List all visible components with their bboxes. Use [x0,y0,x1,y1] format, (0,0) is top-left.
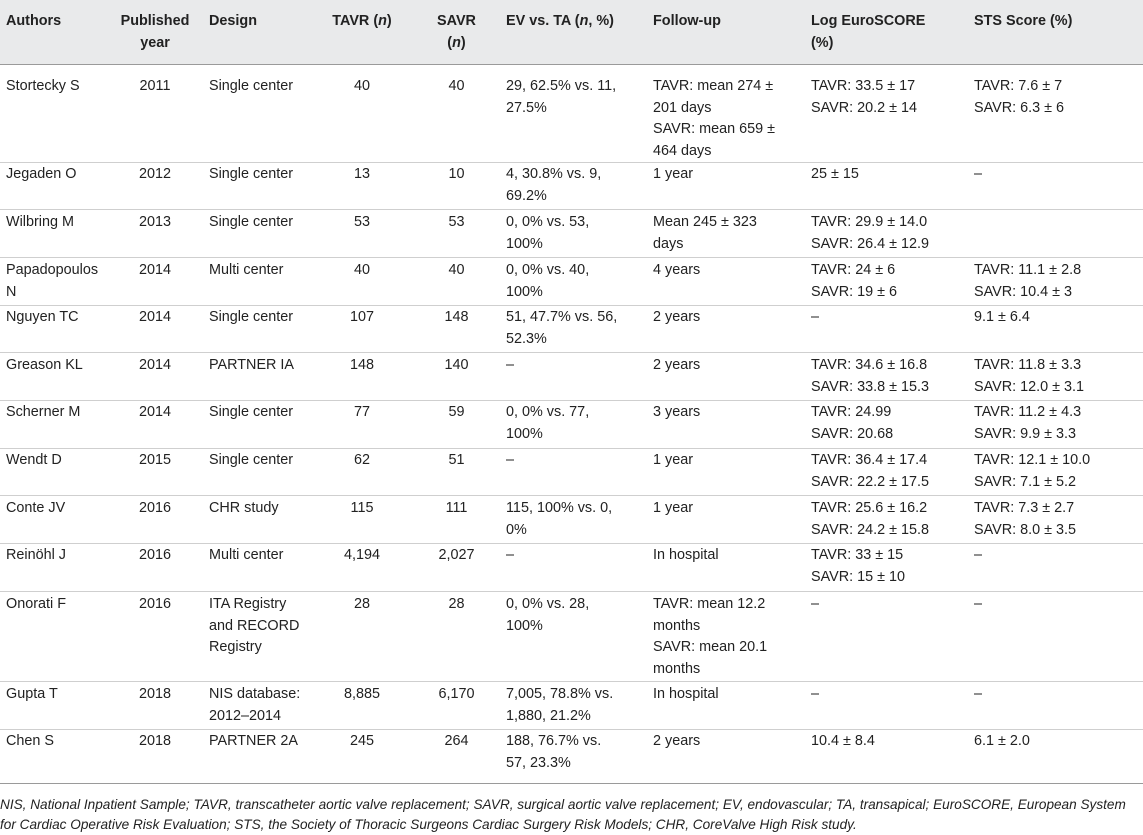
cell-year: 2018 [138,686,171,702]
cell-follow-up-line: 1 year [653,452,693,468]
cell-follow-up-line: In hospital [653,686,719,702]
cell-author [0,353,106,401]
cell-follow-up [647,401,805,449]
cell-author-line: Wilbring M [6,214,74,230]
cell-follow-up-line: 2 years [653,309,701,325]
cell-sts-score [968,730,1143,784]
cell-log-euroscore [805,258,968,306]
cell-design-line: Multi center [209,547,284,563]
table-row [0,353,1143,401]
cell-ev-vs-ta [500,496,647,544]
cell-design-line: Single center [209,214,293,230]
cell-author-line: Gupta T [6,686,58,702]
cell-author-line: Nguyen TC [6,309,79,325]
cell-sts-score [968,449,1143,496]
cell-ev-vs-ta-line: 51, 47.7% vs. 56, [506,309,618,325]
cell-follow-up-line: 464 days [653,142,712,159]
cell-log-euroscore [805,682,968,730]
cell-sts-score [968,163,1143,210]
cell-design [203,258,311,306]
cell-follow-up-line: SAVR: mean 659 ± [653,121,776,137]
cell-ev-vs-ta-line: 57, 23.3% [506,754,571,771]
cell-ev-vs-ta-line: 0, 0% vs. 53, [506,214,590,230]
cell-ev-vs-ta [500,449,647,496]
cell-author-line: Conte JV [6,500,66,516]
cell-follow-up-line: Mean 245 ± 323 [653,214,757,230]
cell-year: 2011 [139,78,171,94]
cell-author-line: Papadopoulos [6,262,99,278]
cell-sts-score-line: TAVR: 12.1 ± 10.0 [974,452,1091,468]
cell-ev-vs-ta-line: 188, 76.7% vs. [506,733,602,749]
cell-follow-up [647,353,805,401]
col-authors: Authors [6,13,62,29]
cell-log-euroscore-line: SAVR: 33.8 ± 15.3 [811,378,930,395]
cell-design [203,210,311,258]
cell-design [203,730,311,784]
cell-year: 2014 [138,357,171,373]
cell-ev-vs-ta-line: 52.3% [506,330,547,347]
cell-sts-score [968,65,1143,163]
cell-log-euroscore-line: SAVR: 22.2 ± 17.5 [811,473,930,490]
cell-follow-up-line: SAVR: mean 20.1 [653,639,768,655]
col-ev-vs-ta: EV vs. TA (n, %) [506,13,614,29]
cell-author-line: N [6,283,17,300]
cell-savr-n: 264 [444,733,469,749]
cell-design-line: Multi center [209,262,284,278]
cell-author-line: Greason KL [6,357,83,373]
cell-design-line: PARTNER IA [209,357,295,373]
cell-follow-up-line: 4 years [653,262,701,278]
table-row [0,258,1143,306]
cell-author [0,496,106,544]
cell-author-line: Chen S [6,733,54,749]
cell-follow-up-line: 3 years [653,404,701,420]
cell-design [203,401,311,449]
cell-follow-up [647,163,805,210]
col-published-year: Published year [120,13,190,51]
cell-follow-up-line: 201 days [653,99,712,116]
cell-log-euroscore-line: SAVR: 15 ± 10 [811,568,906,585]
cell-sts-score [968,353,1143,401]
cell-design [203,682,311,730]
cell-log-euroscore-line: – [811,686,820,702]
cell-log-euroscore-line: TAVR: 33 ± 15 [811,547,904,563]
cell-design [203,65,311,163]
cell-ev-vs-ta [500,544,647,592]
cell-author-line: Onorati F [6,596,66,612]
cell-savr-n: 148 [444,309,469,325]
cell-ev-vs-ta-line: 100% [506,283,543,300]
cell-log-euroscore-line: SAVR: 20.68 [811,425,894,442]
cell-follow-up [647,306,805,353]
cell-sts-score-line: – [974,686,983,702]
cell-sts-score-line: 6.1 ± 2.0 [974,733,1030,749]
cell-follow-up-line: months [653,617,701,634]
table-row [0,496,1143,544]
cell-tavr-n: 62 [353,452,370,468]
cell-sts-score-line: SAVR: 12.0 ± 3.1 [974,378,1085,395]
table-row [0,65,1143,163]
cell-ev-vs-ta-line: 4, 30.8% vs. 9, [506,166,602,182]
cell-tavr-n: 4,194 [343,547,380,563]
table-row [0,682,1143,730]
table-row [0,592,1143,682]
cell-year: 2014 [138,404,171,420]
cell-ev-vs-ta [500,401,647,449]
cell-year: 2012 [138,166,171,182]
cell-sts-score-line: SAVR: 9.9 ± 3.3 [974,425,1077,442]
cell-sts-score [968,496,1143,544]
cell-sts-score-line: TAVR: 7.6 ± 7 [974,78,1063,94]
cell-sts-score-line: 9.1 ± 6.4 [974,309,1030,325]
cell-design [203,306,311,353]
cell-year: 2014 [138,262,171,278]
cell-ev-vs-ta-line: 0, 0% vs. 28, [506,596,590,612]
cell-design-line: CHR study [209,500,279,516]
cell-log-euroscore-line: SAVR: 26.4 ± 12.9 [811,235,930,252]
cell-author [0,65,106,163]
cell-author-line: Jegaden O [6,166,77,182]
cell-follow-up-line: months [653,660,701,677]
cell-savr-n: 53 [448,214,465,230]
table-body [0,65,1143,784]
col-log-euroscore: Log EuroSCORE (%) [811,13,926,51]
cell-savr-n: 140 [444,357,469,373]
cell-follow-up [647,592,805,682]
cell-design-line: and RECORD [209,617,300,634]
cell-sts-score [968,401,1143,449]
cell-ev-vs-ta-line: 0, 0% vs. 40, [506,262,590,278]
cell-follow-up-line: TAVR: mean 274 ± [653,78,774,94]
cell-log-euroscore-line: TAVR: 24 ± 6 [811,262,896,278]
cell-savr-n: 40 [448,78,465,94]
cell-design [203,592,311,682]
cell-savr-n: 40 [448,262,465,278]
cell-design-line: 2012–2014 [209,707,282,724]
cell-follow-up [647,682,805,730]
col-follow-up: Follow-up [653,13,721,29]
cell-follow-up-line: 1 year [653,500,693,516]
cell-sts-score [968,592,1143,682]
cell-sts-score-line: TAVR: 11.8 ± 3.3 [974,357,1082,373]
cell-ev-vs-ta [500,210,647,258]
cell-tavr-n: 148 [349,357,374,373]
cell-follow-up [647,258,805,306]
cell-tavr-n: 8,885 [343,686,380,702]
cell-ev-vs-ta [500,592,647,682]
cell-log-euroscore-line: 25 ± 15 [811,166,859,182]
header-row [0,0,1143,65]
cell-savr-n: 2,027 [438,547,475,563]
cell-follow-up [647,65,805,163]
cell-savr-n: 111 [445,500,468,516]
table-row [0,730,1143,784]
cell-author [0,258,106,306]
cell-tavr-n: 28 [353,596,370,612]
cell-sts-score [968,544,1143,592]
cell-year: 2016 [138,500,171,516]
cell-follow-up-line: days [653,235,684,252]
cell-year: 2016 [138,547,171,563]
cell-author-line: Reinöhl J [6,547,66,563]
col-savr: SAVR (n) [437,13,476,51]
cell-ev-vs-ta-line: – [506,357,515,373]
cell-tavr-n: 77 [353,404,370,420]
cell-log-euroscore-line: 10.4 ± 8.4 [811,733,875,749]
cell-log-euroscore-line: TAVR: 29.9 ± 14.0 [811,214,928,230]
cell-sts-score-line: SAVR: 8.0 ± 3.5 [974,521,1077,538]
cell-log-euroscore [805,496,968,544]
cell-author [0,163,106,210]
cell-ev-vs-ta-line: 29, 62.5% vs. 11, [506,78,617,94]
cell-follow-up [647,730,805,784]
cell-sts-score-line: TAVR: 11.1 ± 2.8 [974,262,1082,278]
table-row [0,306,1143,353]
cell-design-line: NIS database: [209,686,301,702]
cell-design-line: Registry [209,639,262,655]
cell-sts-score-line: – [974,166,983,182]
cell-design-line: Single center [209,166,293,182]
cell-log-euroscore [805,730,968,784]
cell-year: 2013 [138,214,171,230]
cell-sts-score-line: – [974,596,983,612]
table-row [0,210,1143,258]
cell-ev-vs-ta [500,163,647,210]
cell-author [0,401,106,449]
cell-log-euroscore [805,544,968,592]
cell-savr-n: 6,170 [438,686,475,702]
cell-tavr-n: 13 [353,166,370,182]
cell-savr-n: 10 [448,166,465,182]
cell-author-line: Scherner M [6,404,81,420]
cell-log-euroscore [805,449,968,496]
cell-author [0,682,106,730]
table-row [0,544,1143,592]
cell-log-euroscore-line: TAVR: 34.6 ± 16.8 [811,357,928,373]
cell-ev-vs-ta-line: 115, 100% vs. 0, [506,500,613,516]
cell-year: 2015 [138,452,171,468]
cell-ev-vs-ta-line: 7,005, 78.8% vs. [506,686,614,702]
cell-ev-vs-ta [500,730,647,784]
cell-author [0,730,106,784]
table-row [0,449,1143,496]
cell-follow-up-line: 1 year [653,166,693,182]
cell-log-euroscore-line: SAVR: 24.2 ± 15.8 [811,521,930,538]
cell-log-euroscore [805,353,968,401]
col-tavr: TAVR (n) [332,13,392,29]
cell-follow-up [647,210,805,258]
cell-follow-up-line: TAVR: mean 12.2 [653,596,766,612]
cell-sts-score-line: SAVR: 10.4 ± 3 [974,283,1073,300]
cell-ev-vs-ta [500,682,647,730]
cell-design-line: Single center [209,78,293,94]
cell-log-euroscore [805,592,968,682]
cell-log-euroscore [805,65,968,163]
cell-design [203,163,311,210]
cell-tavr-n: 40 [353,78,370,94]
cell-sts-score [968,258,1143,306]
cell-author [0,544,106,592]
cell-ev-vs-ta-line: 100% [506,425,543,442]
cell-year: 2018 [138,733,171,749]
cell-ev-vs-ta-line: 0% [506,521,527,538]
cell-log-euroscore-line: SAVR: 20.2 ± 14 [811,99,918,116]
cell-design-line: ITA Registry [209,596,287,612]
cell-savr-n: 51 [448,452,465,468]
cell-tavr-n: 107 [349,309,374,325]
cell-follow-up-line: 2 years [653,733,701,749]
cell-log-euroscore-line: TAVR: 36.4 ± 17.4 [811,452,928,468]
cell-ev-vs-ta [500,65,647,163]
cell-author [0,592,106,682]
cell-design-line: PARTNER 2A [209,733,299,749]
cell-log-euroscore-line: SAVR: 19 ± 6 [811,283,898,300]
cell-follow-up [647,449,805,496]
cell-sts-score [968,306,1143,353]
cell-log-euroscore [805,210,968,258]
cell-sts-score-line: TAVR: 7.3 ± 2.7 [974,500,1075,516]
cell-log-euroscore-line: TAVR: 33.5 ± 17 [811,78,916,94]
cell-design [203,449,311,496]
cell-follow-up-line: 2 years [653,357,701,373]
cell-ev-vs-ta-line: 69.2% [506,187,547,204]
cell-follow-up [647,496,805,544]
cell-year: 2014 [138,309,171,325]
cell-tavr-n: 53 [353,214,370,230]
cell-design-line: Single center [209,452,293,468]
cell-ev-vs-ta-line: – [506,452,515,468]
cell-year: 2016 [138,596,171,612]
col-design: Design [209,13,257,29]
cell-follow-up [647,544,805,592]
cell-sts-score [968,210,1143,258]
cell-tavr-n: 40 [353,262,370,278]
cell-log-euroscore [805,401,968,449]
cell-sts-score-line: – [974,547,983,563]
cell-ev-vs-ta [500,306,647,353]
cell-author-line: Wendt D [6,452,62,468]
cell-ev-vs-ta-line: 27.5% [506,99,547,116]
cell-follow-up-line: In hospital [653,547,719,563]
cell-ev-vs-ta-line: 0, 0% vs. 77, [506,404,590,420]
cell-design [203,544,311,592]
cell-design [203,353,311,401]
cell-sts-score [968,682,1143,730]
cell-log-euroscore [805,306,968,353]
cell-log-euroscore [805,163,968,210]
cell-log-euroscore-line: TAVR: 24.99 [811,404,892,420]
cell-log-euroscore-line: – [811,596,820,612]
cell-design-line: Single center [209,404,293,420]
table-row [0,401,1143,449]
col-sts-score: STS Score (%) [974,13,1073,29]
cell-tavr-n: 245 [349,733,374,749]
cell-design [203,496,311,544]
cell-tavr-n: 115 [350,500,374,516]
cell-log-euroscore-line: TAVR: 25.6 ± 16.2 [811,500,928,516]
cell-ev-vs-ta-line: – [506,547,515,563]
cell-ev-vs-ta [500,353,647,401]
cell-savr-n: 59 [448,404,465,420]
cell-ev-vs-ta-line: 100% [506,617,543,634]
cell-sts-score-line: SAVR: 7.1 ± 5.2 [974,473,1077,490]
cell-author-line: Stortecky S [6,78,80,94]
table-footnote: NIS, National Inpatient Sample; TAVR, transcatheter aortic valve replacement; SAVR, surgical aortic valve replacement; EV, endovascular; TA, transapical; EuroSCORE, European System for Cardiac Operative Risk Evaluation; STS, the Society of Thoracic Surgeons Cardiac Surgery Risk Models; CHR, CoreValve High Risk study. [0,797,1126,832]
cell-sts-score-line: TAVR: 11.2 ± 4.3 [974,404,1082,420]
cell-savr-n: 28 [448,596,465,612]
cell-ev-vs-ta [500,258,647,306]
cell-ev-vs-ta-line: 100% [506,235,543,252]
cell-author [0,306,106,353]
cell-author [0,449,106,496]
cell-sts-score-line: SAVR: 6.3 ± 6 [974,99,1065,116]
cell-author [0,210,106,258]
cell-design-line: Single center [209,309,293,325]
cell-ev-vs-ta-line: 1,880, 21.2% [506,707,591,724]
table-row [0,163,1143,210]
cell-log-euroscore-line: – [811,309,820,325]
